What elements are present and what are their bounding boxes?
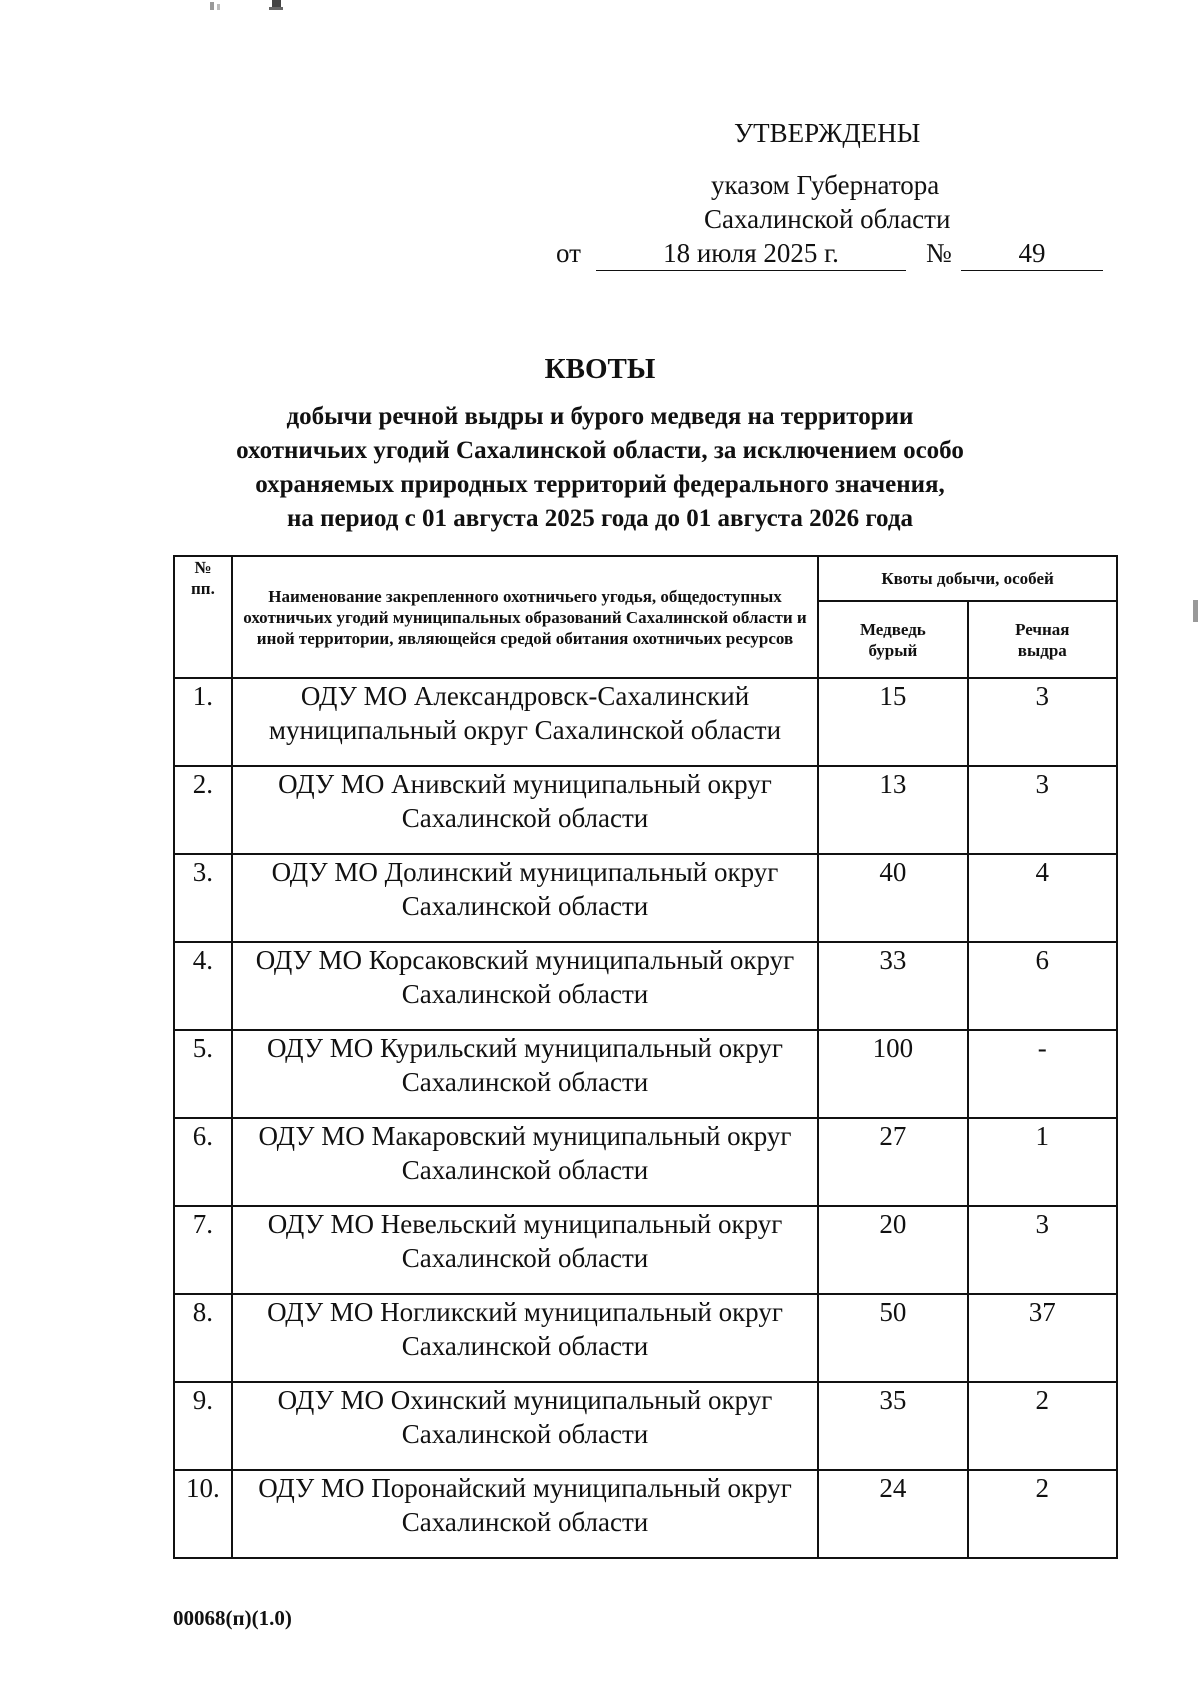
approval-from-label: от bbox=[556, 238, 581, 268]
document-title: КВОТЫ bbox=[544, 353, 656, 385]
approval-region-line: Сахалинской области bbox=[704, 204, 951, 234]
row-number: 2. bbox=[174, 766, 232, 854]
brown-bear-quota: 15 bbox=[818, 678, 967, 766]
river-otter-quota: 4 bbox=[968, 854, 1117, 942]
row-number: 1. bbox=[174, 678, 232, 766]
brown-bear-quota: 20 bbox=[818, 1206, 967, 1294]
row-number: 4. bbox=[174, 942, 232, 1030]
table-row bbox=[174, 678, 1117, 766]
brown-bear-quota: 13 bbox=[818, 766, 967, 854]
document-subtitle: добычи речной выдры и бурого медведя на территории охотничьих угодий Сахалинской области, за исключением особо охраняемых природных территорий федерального значения, на период с 01 августа 2025 года до 01 августа 2026 года bbox=[236, 403, 964, 532]
quota-table-body bbox=[174, 678, 1117, 1558]
row-number: 5. bbox=[174, 1030, 232, 1118]
river-otter-quota: 37 bbox=[968, 1294, 1117, 1382]
territory-name: ОДУ МО Ногликский муниципальный округ Сахалинской области bbox=[232, 1294, 818, 1382]
row-number: 6. bbox=[174, 1118, 232, 1206]
river-otter-quota: 6 bbox=[968, 942, 1117, 1030]
territory-name: ОДУ МО Охинский муниципальный округ Сахалинской области bbox=[232, 1382, 818, 1470]
river-otter-quota: 1 bbox=[968, 1118, 1117, 1206]
approval-number-sign: № bbox=[926, 238, 952, 268]
river-otter-quota: 2 bbox=[968, 1470, 1117, 1558]
scan-artifact-top bbox=[190, 0, 300, 18]
scan-artifact-right bbox=[1192, 598, 1200, 626]
header-territory-name: Наименование закрепленного охотничьего угодья, общедоступных охотничьих угодий муниципальных образований Сахалинской области и иной территории, являющейся средой обитания охотничьих ресурсов bbox=[232, 556, 818, 678]
approval-number: 49 bbox=[961, 236, 1103, 271]
territory-name: ОДУ МО Макаровский муниципальный округ Сахалинской области bbox=[232, 1118, 818, 1206]
table-row bbox=[174, 1118, 1117, 1206]
header-river-otter: Речная выдра bbox=[968, 601, 1117, 678]
table-row bbox=[174, 1206, 1117, 1294]
river-otter-quota: 3 bbox=[968, 766, 1117, 854]
territory-name: ОДУ МО Корсаковский муниципальный округ Сахалинской области bbox=[232, 942, 818, 1030]
row-number: 10. bbox=[174, 1470, 232, 1558]
approval-date: 18 июля 2025 г. bbox=[596, 236, 906, 271]
header-number: № пп. bbox=[174, 556, 232, 678]
river-otter-quota: 3 bbox=[968, 678, 1117, 766]
table-row bbox=[174, 942, 1117, 1030]
river-otter-quota: 2 bbox=[968, 1382, 1117, 1470]
row-number: 3. bbox=[174, 854, 232, 942]
river-otter-quota: - bbox=[968, 1030, 1117, 1118]
table-row bbox=[174, 1030, 1117, 1118]
territory-name: ОДУ МО Поронайский муниципальный округ Сахалинской области bbox=[232, 1470, 818, 1558]
brown-bear-quota: 35 bbox=[818, 1382, 967, 1470]
table-row bbox=[174, 1470, 1117, 1558]
row-number: 7. bbox=[174, 1206, 232, 1294]
approval-title: УТВЕРЖДЕНЫ bbox=[734, 118, 921, 148]
brown-bear-quota: 33 bbox=[818, 942, 967, 1030]
brown-bear-quota: 100 bbox=[818, 1030, 967, 1118]
table-row bbox=[174, 1294, 1117, 1382]
territory-name: ОДУ МО Невельский муниципальный округ Сахалинской области bbox=[232, 1206, 818, 1294]
quota-table bbox=[173, 555, 1118, 1559]
territory-name: ОДУ МО Курильский муниципальный округ Сахалинской области bbox=[232, 1030, 818, 1118]
territory-name: ОДУ МО Долинский муниципальный округ Сахалинской области bbox=[232, 854, 818, 942]
territory-name: ОДУ МО Анивский муниципальный округ Сахалинской области bbox=[232, 766, 818, 854]
river-otter-quota: 3 bbox=[968, 1206, 1117, 1294]
territory-name: ОДУ МО Александровск-Сахалинский муниципальный округ Сахалинской области bbox=[232, 678, 818, 766]
table-row bbox=[174, 766, 1117, 854]
header-quota: Квоты добычи, особей bbox=[818, 556, 1117, 601]
brown-bear-quota: 27 bbox=[818, 1118, 967, 1206]
row-number: 8. bbox=[174, 1294, 232, 1382]
brown-bear-quota: 24 bbox=[818, 1470, 967, 1558]
row-number: 9. bbox=[174, 1382, 232, 1470]
brown-bear-quota: 40 bbox=[818, 854, 967, 942]
document-code: 00068(п)(1.0) bbox=[173, 1606, 292, 1630]
table-row bbox=[174, 854, 1117, 942]
header-brown-bear: Медведь бурый bbox=[818, 601, 967, 678]
table-row bbox=[174, 1382, 1117, 1470]
brown-bear-quota: 50 bbox=[818, 1294, 967, 1382]
approval-decree-line: указом Губернатора bbox=[711, 170, 940, 200]
